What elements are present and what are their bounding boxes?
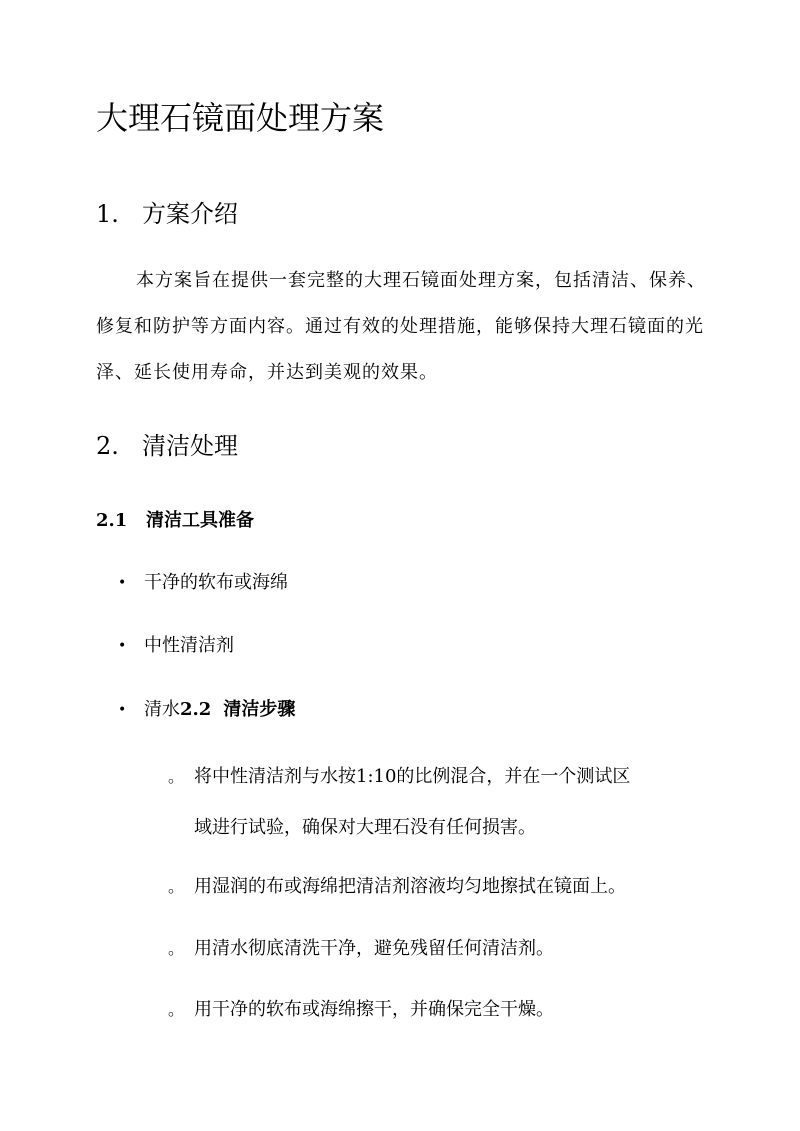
list-item — [118, 570, 288, 596]
section-2-heading — [96, 430, 238, 462]
bullet-icon: • — [118, 638, 127, 654]
step-item — [168, 750, 708, 804]
bullet-icon: • — [118, 575, 127, 591]
section-1-number: 1. — [96, 200, 119, 228]
step-marker-icon: 。 — [168, 767, 185, 786]
document-title: 大理石镜面处理方案 — [96, 99, 385, 137]
step-item — [168, 860, 708, 914]
step-marker-icon: 。 — [168, 939, 185, 958]
subsection-2-1-title: 清洁工具准备 — [146, 510, 254, 531]
step-item — [168, 983, 708, 1037]
step-text: 用干净的软布或海绵擦干，并确保完全干燥。 — [194, 999, 554, 1020]
subsection-2-1-heading — [96, 508, 254, 534]
list-item-text: 干净的软布或海绵 — [144, 572, 288, 593]
list-item — [118, 697, 295, 723]
section-2-number: 2. — [96, 432, 119, 460]
subsection-2-2-title: 清洁步骤 — [223, 699, 296, 720]
step-text: 将中性清洁剂与水按1:10的比例混合，并在一个测试区 — [194, 766, 631, 787]
list-item — [118, 633, 234, 659]
subsection-2-1-number: 2.1 — [96, 510, 128, 531]
step-text: 用湿润的布或海绵把清洁剂溶液均匀地擦拭在镜面上。 — [194, 876, 626, 897]
subsection-2-2-number: 2.2 — [180, 699, 212, 720]
section-1-title: 方案介绍 — [142, 200, 238, 228]
step-marker-icon: 。 — [168, 1000, 185, 1019]
bullet-icon: • — [118, 702, 127, 718]
section-2-title: 清洁处理 — [142, 432, 238, 460]
list-item-text: 清水 — [144, 699, 180, 720]
step-marker-icon: 。 — [168, 877, 185, 896]
step-text: 用清水彻底清洗干净，避免残留任何清洁剂。 — [194, 938, 554, 959]
section-1-heading — [96, 198, 238, 230]
step-item — [168, 922, 708, 976]
step-text-continuation: 域进行试验，确保对大理石没有任何损害。 — [194, 817, 536, 838]
list-item-text: 中性清洁剂 — [144, 635, 234, 656]
intro-paragraph: 本方案旨在提供一套完整的大理石镜面处理方案，包括清洁、保养、修复和防护等方面内容。通过有效的处理措施，能够保持大理石镜面的光泽、延长使用寿命，并达到美观的效果。 — [96, 270, 706, 383]
